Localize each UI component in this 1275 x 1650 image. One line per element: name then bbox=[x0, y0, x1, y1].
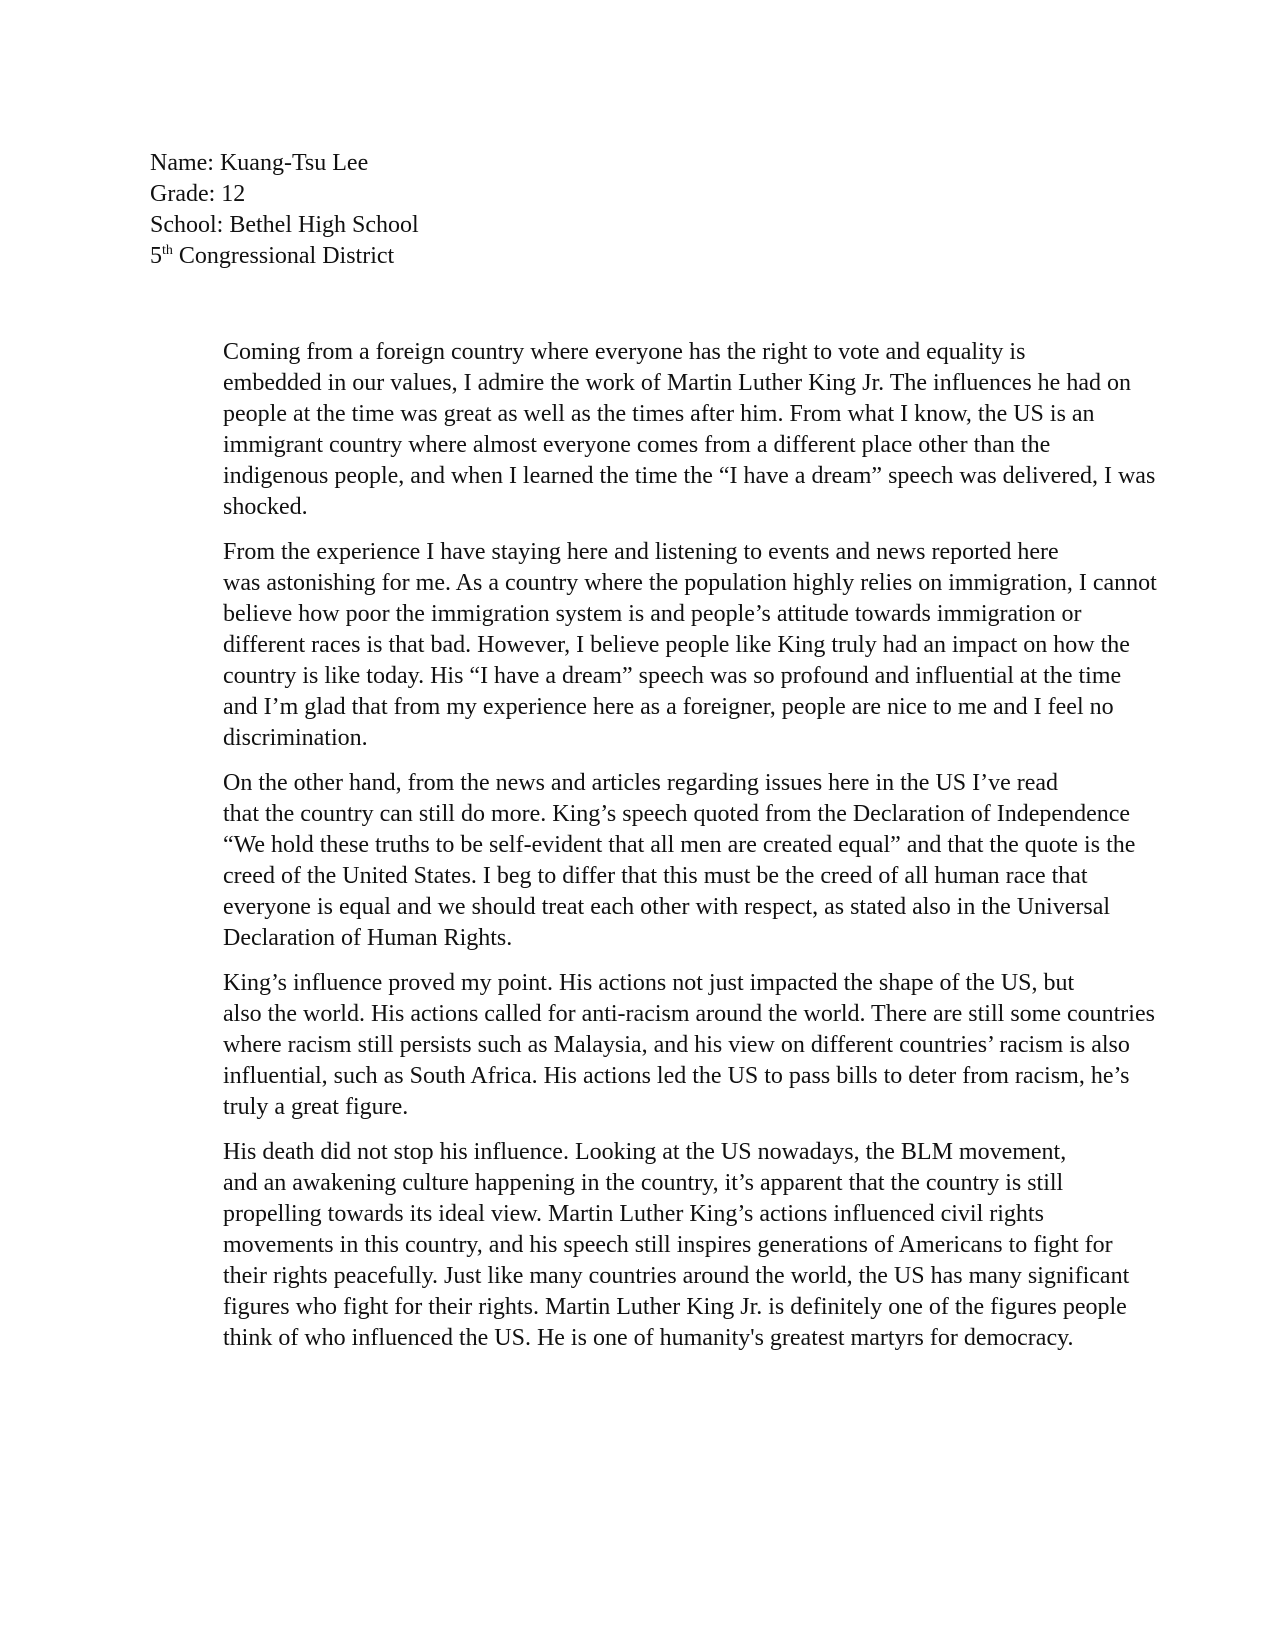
paragraph-line: On the other hand, from the news and articles regarding issues here in the US I’ve read bbox=[223, 770, 1059, 796]
paragraph-line: figures who fight for their rights. Martin Luther King Jr. is definitely one of the figures people bbox=[223, 1294, 1127, 1320]
congressional-district bbox=[150, 241, 850, 272]
paragraph-line: everyone is equal and we should treat each other with respect, as stated also in the Universal bbox=[223, 894, 1111, 920]
paragraph-line: immigrant country where almost everyone comes from a different place other than the bbox=[223, 432, 1051, 458]
essay-body bbox=[150, 337, 1157, 1368]
essay-paragraph-5 bbox=[150, 1137, 1130, 1354]
student-school: School: Bethel High School bbox=[150, 212, 419, 238]
paragraph-line: Coming from a foreign country where everyone has the right to vote and equality is bbox=[223, 339, 1026, 365]
paragraph-line: “We hold these truths to be self-evident that all men are created equal” and that the quote is the bbox=[223, 832, 1136, 858]
paragraph-line: His death did not stop his influence. Looking at the US nowadays, the BLM movement, bbox=[223, 1139, 1067, 1165]
essay-paragraph-1 bbox=[150, 337, 1156, 523]
paragraph-line: indigenous people, and when I learned the time the “I have a dream” speech was delivered, I was bbox=[223, 463, 1156, 489]
paragraph-line: their rights peacefully. Just like many countries around the world, the US has many significant bbox=[223, 1263, 1130, 1289]
paragraph-line: also the world. His actions called for anti-racism around the world. There are still some countries bbox=[223, 1001, 1155, 1027]
essay-paragraph-4 bbox=[150, 968, 1155, 1123]
student-grade: Grade: 12 bbox=[150, 181, 246, 207]
paragraph-line: where racism still persists such as Malaysia, and his view on different countries’ racism is also bbox=[223, 1032, 1130, 1058]
essay-paragraph-3 bbox=[150, 768, 1136, 954]
district-number: 5 bbox=[150, 243, 162, 269]
student-info-header bbox=[150, 148, 850, 272]
paragraph-line: different races is that bad. However, I believe people like King truly had an impact on how the bbox=[223, 632, 1130, 658]
paragraph-line: discrimination. bbox=[223, 725, 368, 751]
paragraph-line: think of who influenced the US. He is one of humanity's greatest martyrs for democracy. bbox=[223, 1325, 1074, 1351]
paragraph-line: From the experience I have staying here and listening to events and news reported here bbox=[223, 539, 1059, 565]
district-label: Congressional District bbox=[172, 243, 395, 269]
paragraph-line: Declaration of Human Rights. bbox=[223, 925, 513, 951]
paragraph-line: movements in this country, and his speech still inspires generations of Americans to fight for bbox=[223, 1232, 1113, 1258]
paragraph-line: influential, such as South Africa. His actions led the US to pass bills to deter from racism, he’s bbox=[223, 1063, 1130, 1089]
paragraph-line: embedded in our values, I admire the work of Martin Luther King Jr. The influences he had on bbox=[223, 370, 1131, 396]
paragraph-line: and an awakening culture happening in the country, it’s apparent that the country is still bbox=[223, 1170, 1064, 1196]
paragraph-line: believe how poor the immigration system is and people’s attitude towards immigration or bbox=[223, 601, 1082, 627]
paragraph-line: country is like today. His “I have a dream” speech was so profound and influential at the time bbox=[223, 663, 1122, 689]
student-name: Name: Kuang-Tsu Lee bbox=[150, 150, 369, 176]
paragraph-line: propelling towards its ideal view. Martin Luther King’s actions influenced civil rights bbox=[223, 1201, 1044, 1227]
paragraph-line: truly a great figure. bbox=[223, 1094, 409, 1120]
paragraph-line: shocked. bbox=[223, 494, 308, 520]
paragraph-line: was astonishing for me. As a country where the population highly relies on immigration, I cannot bbox=[223, 570, 1157, 596]
paragraph-line: that the country can still do more. King’s speech quoted from the Declaration of Independence bbox=[223, 801, 1131, 827]
essay-paragraph-2 bbox=[150, 537, 1157, 754]
paragraph-line: creed of the United States. I beg to differ that this must be the creed of all human race that bbox=[223, 863, 1088, 889]
paragraph-line: people at the time was great as well as the times after him. From what I know, the US is an bbox=[223, 401, 1095, 427]
paragraph-line: and I’m glad that from my experience here as a foreigner, people are nice to me and I feel no bbox=[223, 694, 1114, 720]
paragraph-line: King’s influence proved my point. His actions not just impacted the shape of the US, but bbox=[223, 970, 1075, 996]
district-ordinal-suffix: th bbox=[162, 243, 173, 258]
